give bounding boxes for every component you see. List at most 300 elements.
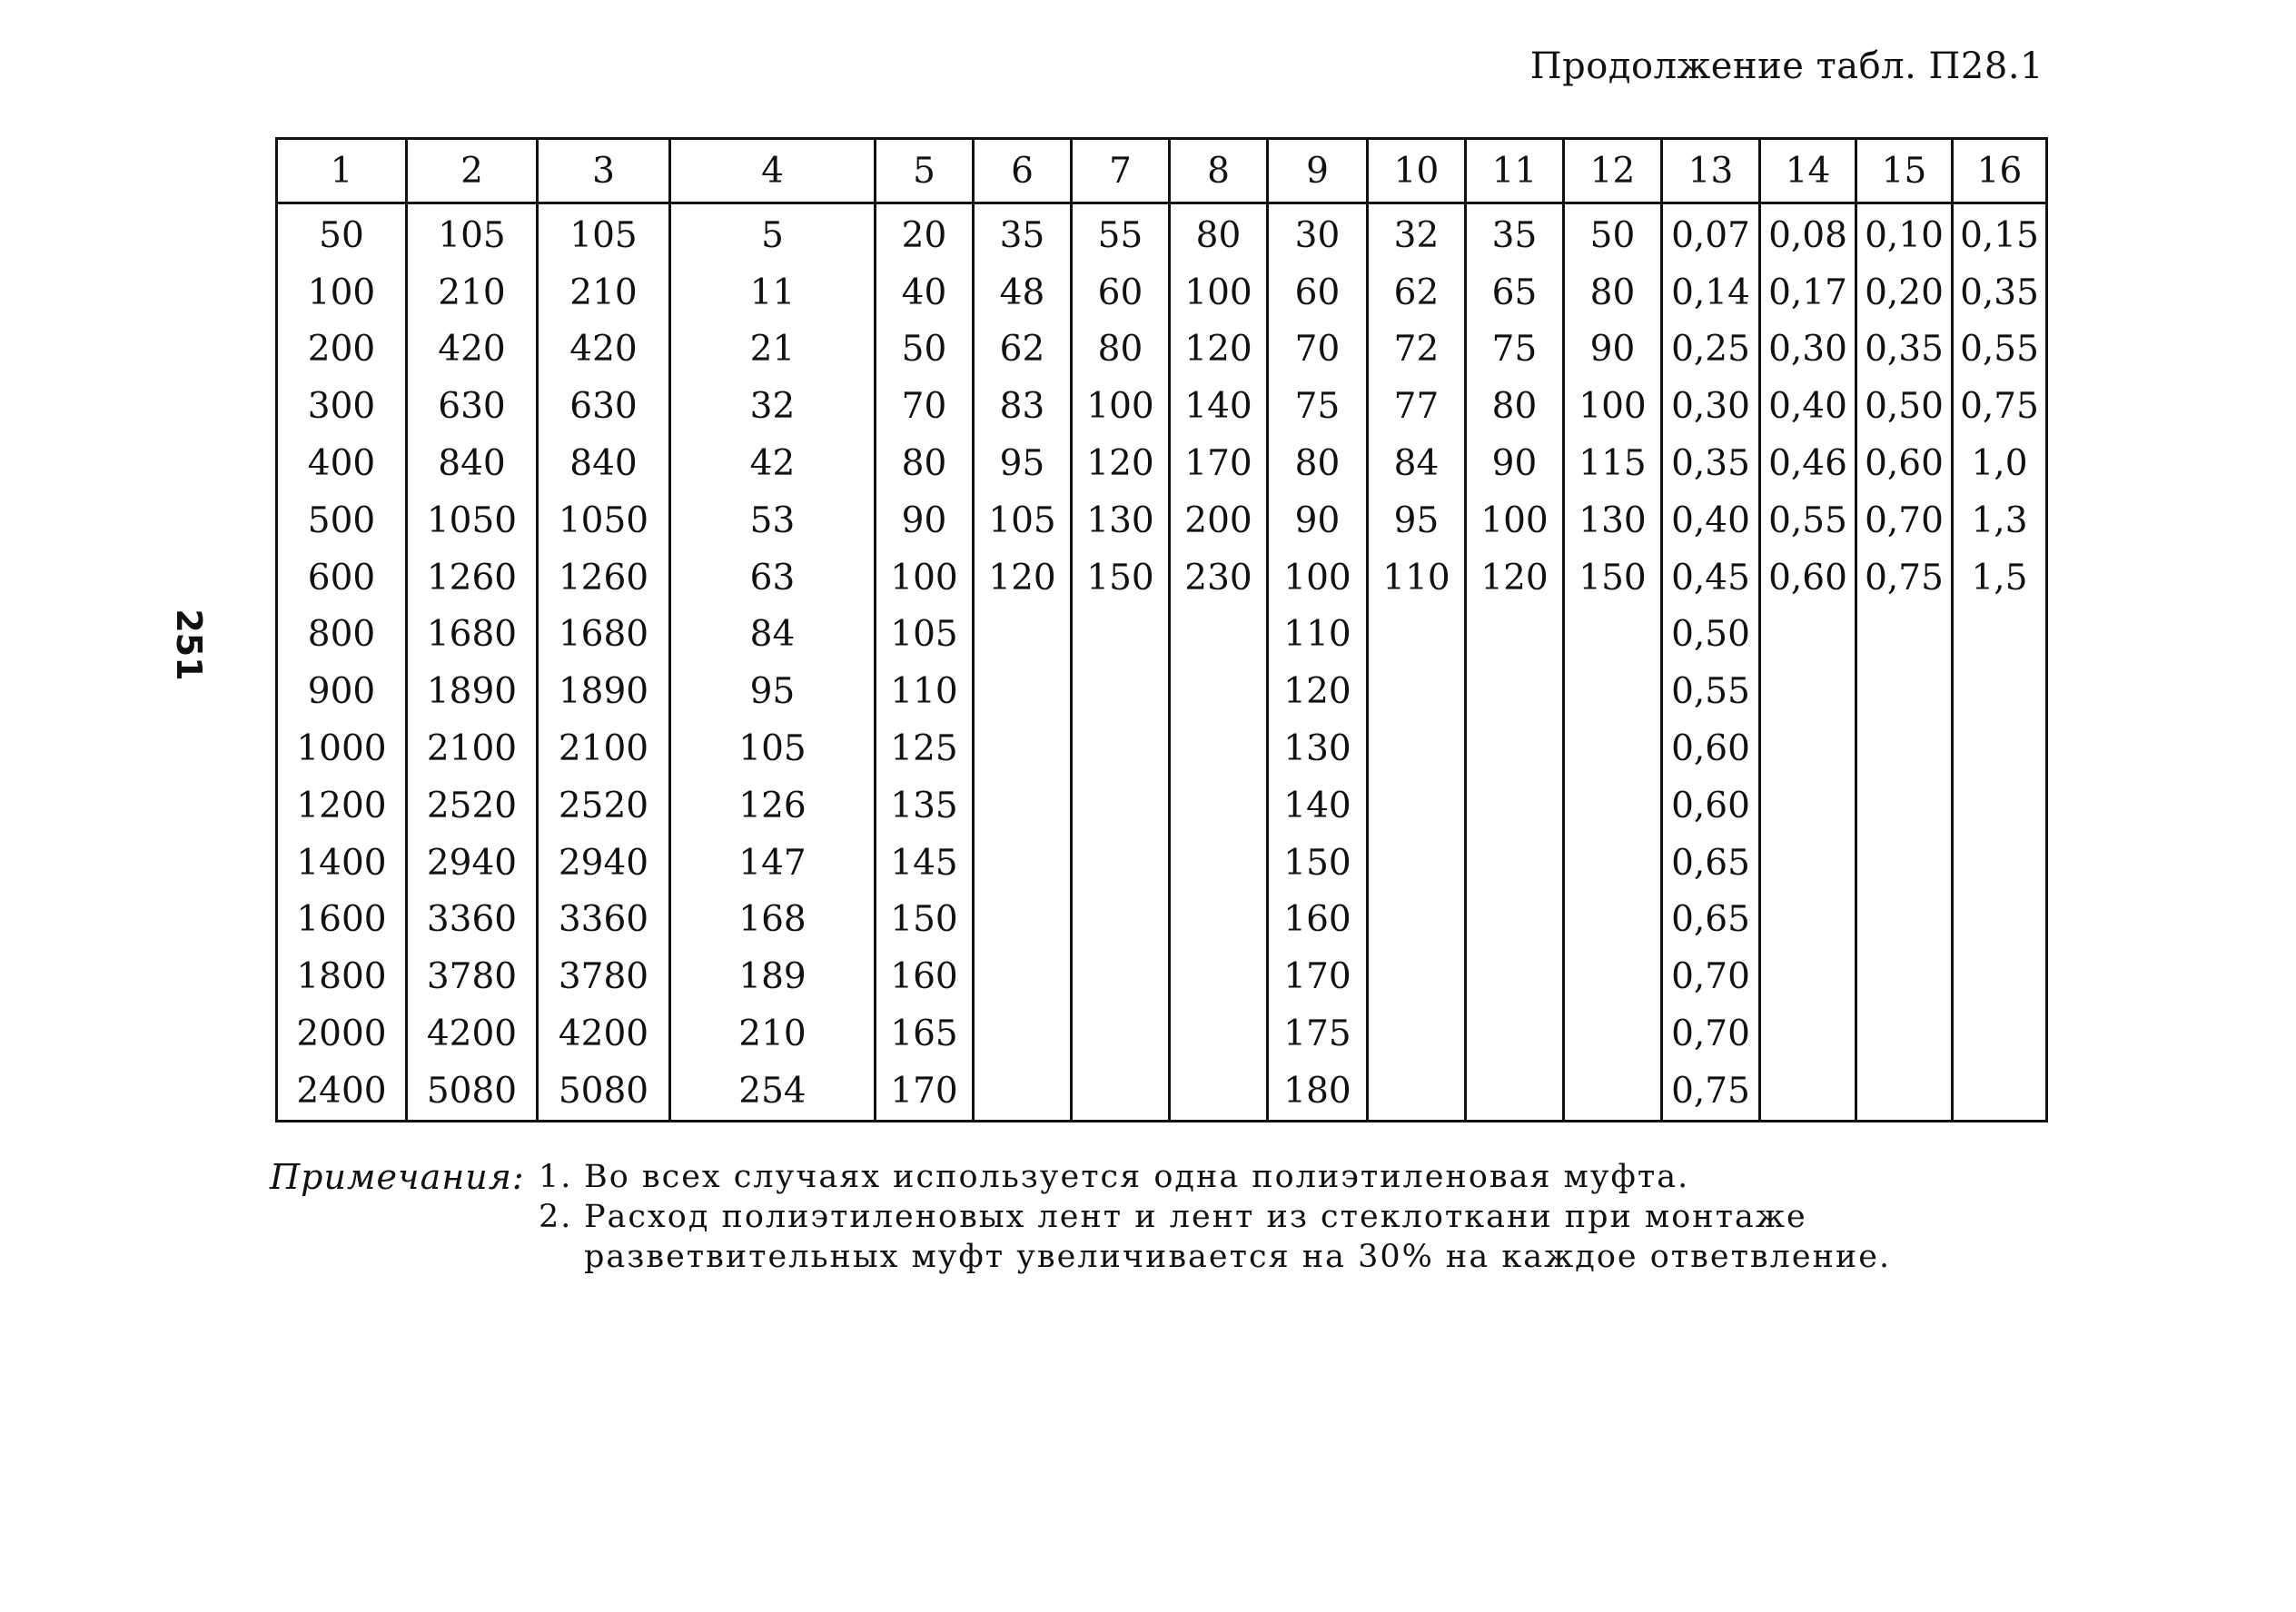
table-cell: 62 bbox=[1368, 264, 1466, 321]
table-cell: 1050 bbox=[407, 492, 538, 549]
table-cell: 420 bbox=[407, 321, 538, 379]
table-cell bbox=[1368, 777, 1466, 835]
table-cell: 105 bbox=[876, 607, 974, 664]
table-cell: 105 bbox=[538, 203, 670, 264]
table-cell bbox=[1953, 777, 2047, 835]
table-cell: 90 bbox=[1268, 492, 1368, 549]
table-cell bbox=[1368, 1005, 1466, 1063]
table-cell bbox=[1466, 607, 1564, 664]
table-cell bbox=[1072, 720, 1170, 777]
table-cell: 130 bbox=[1268, 720, 1368, 777]
table-cell: 100 bbox=[1268, 549, 1368, 607]
table-row bbox=[277, 321, 2047, 379]
table-cell bbox=[1072, 777, 1170, 835]
table-cell: 60 bbox=[1268, 264, 1368, 321]
column-header: 16 bbox=[1953, 139, 2047, 203]
table-cell: 0,75 bbox=[1662, 1063, 1760, 1121]
table-cell: 115 bbox=[1564, 435, 1662, 492]
note-item bbox=[539, 1197, 2028, 1277]
table-cell bbox=[1072, 948, 1170, 1005]
table-cell: 35 bbox=[974, 203, 1072, 264]
table-cell: 120 bbox=[1268, 663, 1368, 720]
table-cell bbox=[1368, 1063, 1466, 1121]
table-cell bbox=[1466, 892, 1564, 949]
table-row bbox=[277, 948, 2047, 1005]
table-cell: 65 bbox=[1466, 264, 1564, 321]
table-cell: 145 bbox=[876, 835, 974, 892]
table-cell bbox=[1760, 835, 1856, 892]
table-cell bbox=[1368, 835, 1466, 892]
table-cell: 100 bbox=[1170, 264, 1268, 321]
table-cell bbox=[974, 607, 1072, 664]
table-cell: 2400 bbox=[277, 1063, 407, 1121]
table-cell: 165 bbox=[876, 1005, 974, 1063]
table-cell: 105 bbox=[670, 720, 876, 777]
table-cell: 168 bbox=[670, 892, 876, 949]
table-cell: 120 bbox=[974, 549, 1072, 607]
table-cell: 2100 bbox=[407, 720, 538, 777]
table-cell bbox=[1856, 948, 1953, 1005]
table-cell bbox=[1953, 1063, 2047, 1121]
table-cell: 5 bbox=[670, 203, 876, 264]
table-cell: 150 bbox=[1072, 549, 1170, 607]
table-cell: 84 bbox=[1368, 435, 1466, 492]
table-cell bbox=[1466, 835, 1564, 892]
table-cell: 3360 bbox=[407, 892, 538, 949]
table-cell: 35 bbox=[1466, 203, 1564, 264]
table-cell: 147 bbox=[670, 835, 876, 892]
table-cell: 0,30 bbox=[1662, 378, 1760, 435]
table-caption: Продолжение табл. П28.1 bbox=[1529, 45, 2044, 87]
table-cell: 1260 bbox=[538, 549, 670, 607]
table-cell bbox=[1856, 720, 1953, 777]
table-cell bbox=[1072, 663, 1170, 720]
table-cell bbox=[1564, 1063, 1662, 1121]
note-text: Расход полиэтиленовых лент и лент из стеклоткани при монтаже разветвительных муфт увеличивается на 30% на каждое ответвление. bbox=[584, 1199, 1892, 1275]
table-cell: 1680 bbox=[407, 607, 538, 664]
table-cell bbox=[1760, 948, 1856, 1005]
column-header: 2 bbox=[407, 139, 538, 203]
table-cell bbox=[1953, 892, 2047, 949]
table-cell: 0,40 bbox=[1760, 378, 1856, 435]
table-cell: 0,70 bbox=[1856, 492, 1953, 549]
table-cell bbox=[1466, 777, 1564, 835]
note-text: Во всех случаях используется одна полиэтиленовая муфта. bbox=[584, 1159, 1690, 1195]
table-cell: 80 bbox=[1466, 378, 1564, 435]
table-cell: 100 bbox=[1072, 378, 1170, 435]
table-cell bbox=[1170, 948, 1268, 1005]
table-cell: 100 bbox=[876, 549, 974, 607]
table-cell: 120 bbox=[1170, 321, 1268, 379]
table-cell: 126 bbox=[670, 777, 876, 835]
column-header: 9 bbox=[1268, 139, 1368, 203]
table-cell: 600 bbox=[277, 549, 407, 607]
table-cell: 0,46 bbox=[1760, 435, 1856, 492]
table-cell: 800 bbox=[277, 607, 407, 664]
table-cell: 135 bbox=[876, 777, 974, 835]
table-cell: 75 bbox=[1268, 378, 1368, 435]
table-cell: 0,25 bbox=[1662, 321, 1760, 379]
table-cell: 0,60 bbox=[1662, 720, 1760, 777]
note-item bbox=[539, 1157, 2028, 1197]
table-cell: 150 bbox=[1268, 835, 1368, 892]
table-cell: 0,10 bbox=[1856, 203, 1953, 264]
table-cell: 110 bbox=[1368, 549, 1466, 607]
table-cell: 48 bbox=[974, 264, 1072, 321]
column-header: 8 bbox=[1170, 139, 1268, 203]
table-cell bbox=[1760, 607, 1856, 664]
table-cell bbox=[1072, 1005, 1170, 1063]
table-cell bbox=[1953, 663, 2047, 720]
table-cell: 30 bbox=[1268, 203, 1368, 264]
table-cell: 1600 bbox=[277, 892, 407, 949]
table-row bbox=[277, 607, 2047, 664]
table-row bbox=[277, 264, 2047, 321]
table-row bbox=[277, 720, 2047, 777]
table-cell: 100 bbox=[277, 264, 407, 321]
table-row bbox=[277, 492, 2047, 549]
table-cell: 63 bbox=[670, 549, 876, 607]
table-cell: 32 bbox=[1368, 203, 1466, 264]
table-cell: 3360 bbox=[538, 892, 670, 949]
table-cell bbox=[1170, 607, 1268, 664]
table-cell: 3780 bbox=[407, 948, 538, 1005]
table-cell: 75 bbox=[1466, 321, 1564, 379]
table-cell: 0,40 bbox=[1662, 492, 1760, 549]
notes bbox=[270, 1157, 2028, 1277]
table-cell: 0,14 bbox=[1662, 264, 1760, 321]
table-cell bbox=[1953, 607, 2047, 664]
table-cell bbox=[1953, 948, 2047, 1005]
table-cell bbox=[1856, 1005, 1953, 1063]
table-cell: 200 bbox=[1170, 492, 1268, 549]
table-cell: 200 bbox=[277, 321, 407, 379]
table-cell: 170 bbox=[876, 1063, 974, 1121]
table-cell: 50 bbox=[277, 203, 407, 264]
table-cell: 2000 bbox=[277, 1005, 407, 1063]
table-cell: 1,5 bbox=[1953, 549, 2047, 607]
note-number: 1. bbox=[539, 1159, 573, 1195]
table-cell bbox=[974, 948, 1072, 1005]
table-cell: 70 bbox=[876, 378, 974, 435]
table-cell: 150 bbox=[1564, 549, 1662, 607]
table-cell: 300 bbox=[277, 378, 407, 435]
table-cell: 1050 bbox=[538, 492, 670, 549]
table-cell: 40 bbox=[876, 264, 974, 321]
table-cell: 0,75 bbox=[1953, 378, 2047, 435]
table-cell bbox=[1760, 1063, 1856, 1121]
table-cell bbox=[1170, 720, 1268, 777]
table-cell: 2520 bbox=[538, 777, 670, 835]
table-cell: 1200 bbox=[277, 777, 407, 835]
column-header: 5 bbox=[876, 139, 974, 203]
table-cell: 0,35 bbox=[1856, 321, 1953, 379]
table-cell: 900 bbox=[277, 663, 407, 720]
table-cell bbox=[1170, 1005, 1268, 1063]
table-body bbox=[277, 203, 2047, 1122]
table-cell: 1890 bbox=[407, 663, 538, 720]
table-row bbox=[277, 777, 2047, 835]
table-cell: 0,30 bbox=[1760, 321, 1856, 379]
table-cell: 60 bbox=[1072, 264, 1170, 321]
table-cell: 0,65 bbox=[1662, 835, 1760, 892]
page-number: 251 bbox=[169, 608, 209, 681]
table-cell: 2100 bbox=[538, 720, 670, 777]
table-cell bbox=[1466, 948, 1564, 1005]
table-cell bbox=[1170, 777, 1268, 835]
table-cell: 0,35 bbox=[1953, 264, 2047, 321]
table-cell: 1680 bbox=[538, 607, 670, 664]
table-cell bbox=[974, 720, 1072, 777]
table-cell bbox=[1760, 663, 1856, 720]
table-cell: 160 bbox=[876, 948, 974, 1005]
table-cell: 125 bbox=[876, 720, 974, 777]
table-cell bbox=[1466, 1005, 1564, 1063]
table-cell bbox=[1564, 948, 1662, 1005]
table-cell bbox=[1466, 1063, 1564, 1121]
table-cell: 840 bbox=[407, 435, 538, 492]
column-header: 13 bbox=[1662, 139, 1760, 203]
table-cell: 210 bbox=[407, 264, 538, 321]
column-header: 3 bbox=[538, 139, 670, 203]
table-cell bbox=[1856, 607, 1953, 664]
table-cell: 3780 bbox=[538, 948, 670, 1005]
table-row bbox=[277, 663, 2047, 720]
column-header: 7 bbox=[1072, 139, 1170, 203]
column-header: 10 bbox=[1368, 139, 1466, 203]
table-cell: 80 bbox=[1072, 321, 1170, 379]
table-cell: 630 bbox=[407, 378, 538, 435]
table-cell: 5080 bbox=[538, 1063, 670, 1121]
table-cell: 90 bbox=[876, 492, 974, 549]
table-row bbox=[277, 549, 2047, 607]
table-cell: 170 bbox=[1170, 435, 1268, 492]
table-cell: 42 bbox=[670, 435, 876, 492]
table-cell bbox=[1368, 948, 1466, 1005]
table-cell bbox=[1564, 1005, 1662, 1063]
table-cell: 210 bbox=[670, 1005, 876, 1063]
table-cell: 11 bbox=[670, 264, 876, 321]
table-cell: 210 bbox=[538, 264, 670, 321]
table-cell: 1000 bbox=[277, 720, 407, 777]
table-cell bbox=[1856, 892, 1953, 949]
notes-label: Примечания: bbox=[270, 1157, 525, 1197]
table-cell: 0,75 bbox=[1856, 549, 1953, 607]
table-cell bbox=[1170, 835, 1268, 892]
table-cell: 105 bbox=[407, 203, 538, 264]
table-cell: 0,35 bbox=[1662, 435, 1760, 492]
table-cell: 120 bbox=[1466, 549, 1564, 607]
table-cell: 90 bbox=[1466, 435, 1564, 492]
table-cell: 400 bbox=[277, 435, 407, 492]
table-cell: 80 bbox=[1268, 435, 1368, 492]
table-cell: 62 bbox=[974, 321, 1072, 379]
table-cell: 55 bbox=[1072, 203, 1170, 264]
table-cell bbox=[1072, 892, 1170, 949]
table-cell bbox=[1368, 720, 1466, 777]
table-cell: 170 bbox=[1268, 948, 1368, 1005]
table-cell bbox=[1368, 663, 1466, 720]
table-row bbox=[277, 435, 2047, 492]
table-cell bbox=[974, 663, 1072, 720]
table-cell: 90 bbox=[1564, 321, 1662, 379]
table-cell: 77 bbox=[1368, 378, 1466, 435]
column-header: 14 bbox=[1760, 139, 1856, 203]
table-cell: 50 bbox=[1564, 203, 1662, 264]
table-cell: 95 bbox=[1368, 492, 1466, 549]
table-cell: 840 bbox=[538, 435, 670, 492]
table-cell bbox=[1564, 607, 1662, 664]
table-cell: 189 bbox=[670, 948, 876, 1005]
table-cell: 1400 bbox=[277, 835, 407, 892]
table-cell: 80 bbox=[876, 435, 974, 492]
table-cell: 2520 bbox=[407, 777, 538, 835]
table-cell bbox=[1856, 835, 1953, 892]
table-cell bbox=[974, 892, 1072, 949]
table-cell: 95 bbox=[974, 435, 1072, 492]
table-cell: 84 bbox=[670, 607, 876, 664]
table-cell: 32 bbox=[670, 378, 876, 435]
table-cell: 2940 bbox=[538, 835, 670, 892]
table-cell: 0,45 bbox=[1662, 549, 1760, 607]
table-cell: 0,50 bbox=[1856, 378, 1953, 435]
table-cell: 1800 bbox=[277, 948, 407, 1005]
table-cell bbox=[1466, 663, 1564, 720]
table-cell: 0,15 bbox=[1953, 203, 2047, 264]
table-cell: 630 bbox=[538, 378, 670, 435]
column-header: 4 bbox=[670, 139, 876, 203]
table-cell: 4200 bbox=[407, 1005, 538, 1063]
table-cell: 2940 bbox=[407, 835, 538, 892]
table-cell: 100 bbox=[1466, 492, 1564, 549]
column-header: 6 bbox=[974, 139, 1072, 203]
table-cell: 0,70 bbox=[1662, 1005, 1760, 1063]
table-cell bbox=[1856, 777, 1953, 835]
column-header: 1 bbox=[277, 139, 407, 203]
table-cell: 70 bbox=[1268, 321, 1368, 379]
table-cell: 0,55 bbox=[1953, 321, 2047, 379]
table-cell: 0,60 bbox=[1760, 549, 1856, 607]
table-cell: 83 bbox=[974, 378, 1072, 435]
table-cell bbox=[974, 1005, 1072, 1063]
table-cell: 20 bbox=[876, 203, 974, 264]
table-row bbox=[277, 835, 2047, 892]
table-cell: 140 bbox=[1170, 378, 1268, 435]
table-cell: 150 bbox=[876, 892, 974, 949]
table-cell: 5080 bbox=[407, 1063, 538, 1121]
table-cell: 21 bbox=[670, 321, 876, 379]
note-number: 2. bbox=[539, 1199, 573, 1235]
table-cell: 1260 bbox=[407, 549, 538, 607]
table-cell bbox=[1368, 607, 1466, 664]
table-cell bbox=[1953, 835, 2047, 892]
table-cell: 72 bbox=[1368, 321, 1466, 379]
table-cell bbox=[1760, 1005, 1856, 1063]
table-cell bbox=[1760, 720, 1856, 777]
table-cell: 100 bbox=[1564, 378, 1662, 435]
table-cell: 230 bbox=[1170, 549, 1268, 607]
column-header: 15 bbox=[1856, 139, 1953, 203]
table-cell bbox=[1564, 663, 1662, 720]
table-row bbox=[277, 203, 2047, 264]
table-cell: 130 bbox=[1564, 492, 1662, 549]
table-cell bbox=[1170, 1063, 1268, 1121]
table-cell bbox=[1564, 720, 1662, 777]
table-cell: 1,3 bbox=[1953, 492, 2047, 549]
table-cell: 420 bbox=[538, 321, 670, 379]
table-cell: 500 bbox=[277, 492, 407, 549]
table-cell bbox=[1170, 892, 1268, 949]
table-cell: 175 bbox=[1268, 1005, 1368, 1063]
table-cell: 0,20 bbox=[1856, 264, 1953, 321]
table-row bbox=[277, 892, 2047, 949]
table-cell: 120 bbox=[1072, 435, 1170, 492]
table-cell: 0,17 bbox=[1760, 264, 1856, 321]
table-cell: 0,60 bbox=[1856, 435, 1953, 492]
header-row bbox=[277, 139, 2047, 203]
table-cell: 0,65 bbox=[1662, 892, 1760, 949]
table-cell: 0,60 bbox=[1662, 777, 1760, 835]
table-cell: 254 bbox=[670, 1063, 876, 1121]
table-cell bbox=[1760, 777, 1856, 835]
table-cell bbox=[1466, 720, 1564, 777]
table-cell bbox=[1072, 835, 1170, 892]
table-cell: 0,07 bbox=[1662, 203, 1760, 264]
table-row bbox=[277, 1063, 2047, 1121]
table-cell: 140 bbox=[1268, 777, 1368, 835]
table-cell: 0,70 bbox=[1662, 948, 1760, 1005]
table-row bbox=[277, 1005, 2047, 1063]
table-cell: 95 bbox=[670, 663, 876, 720]
table-cell: 0,55 bbox=[1760, 492, 1856, 549]
table-cell bbox=[1072, 607, 1170, 664]
table-cell: 80 bbox=[1170, 203, 1268, 264]
table-row bbox=[277, 378, 2047, 435]
table-cell: 130 bbox=[1072, 492, 1170, 549]
table-cell bbox=[974, 777, 1072, 835]
table-cell: 0,08 bbox=[1760, 203, 1856, 264]
notes-list bbox=[539, 1157, 2028, 1277]
table-cell: 0,55 bbox=[1662, 663, 1760, 720]
column-header: 11 bbox=[1466, 139, 1564, 203]
table-cell: 110 bbox=[1268, 607, 1368, 664]
table-cell bbox=[1953, 720, 2047, 777]
data-table bbox=[275, 137, 2048, 1122]
table-cell: 160 bbox=[1268, 892, 1368, 949]
table-cell: 105 bbox=[974, 492, 1072, 549]
table-cell bbox=[1564, 835, 1662, 892]
table-cell: 110 bbox=[876, 663, 974, 720]
table-cell bbox=[974, 835, 1072, 892]
table-cell bbox=[1368, 892, 1466, 949]
table-cell bbox=[1564, 777, 1662, 835]
table-cell bbox=[1072, 1063, 1170, 1121]
table-cell: 1,0 bbox=[1953, 435, 2047, 492]
table-cell bbox=[1760, 892, 1856, 949]
table-cell bbox=[974, 1063, 1072, 1121]
table-cell: 53 bbox=[670, 492, 876, 549]
table-cell: 4200 bbox=[538, 1005, 670, 1063]
table-cell bbox=[1953, 1005, 2047, 1063]
table-cell: 50 bbox=[876, 321, 974, 379]
table-cell bbox=[1170, 663, 1268, 720]
table-cell bbox=[1564, 892, 1662, 949]
table-cell: 80 bbox=[1564, 264, 1662, 321]
table-cell: 1890 bbox=[538, 663, 670, 720]
table-cell bbox=[1856, 663, 1953, 720]
column-header: 12 bbox=[1564, 139, 1662, 203]
table-cell bbox=[1856, 1063, 1953, 1121]
